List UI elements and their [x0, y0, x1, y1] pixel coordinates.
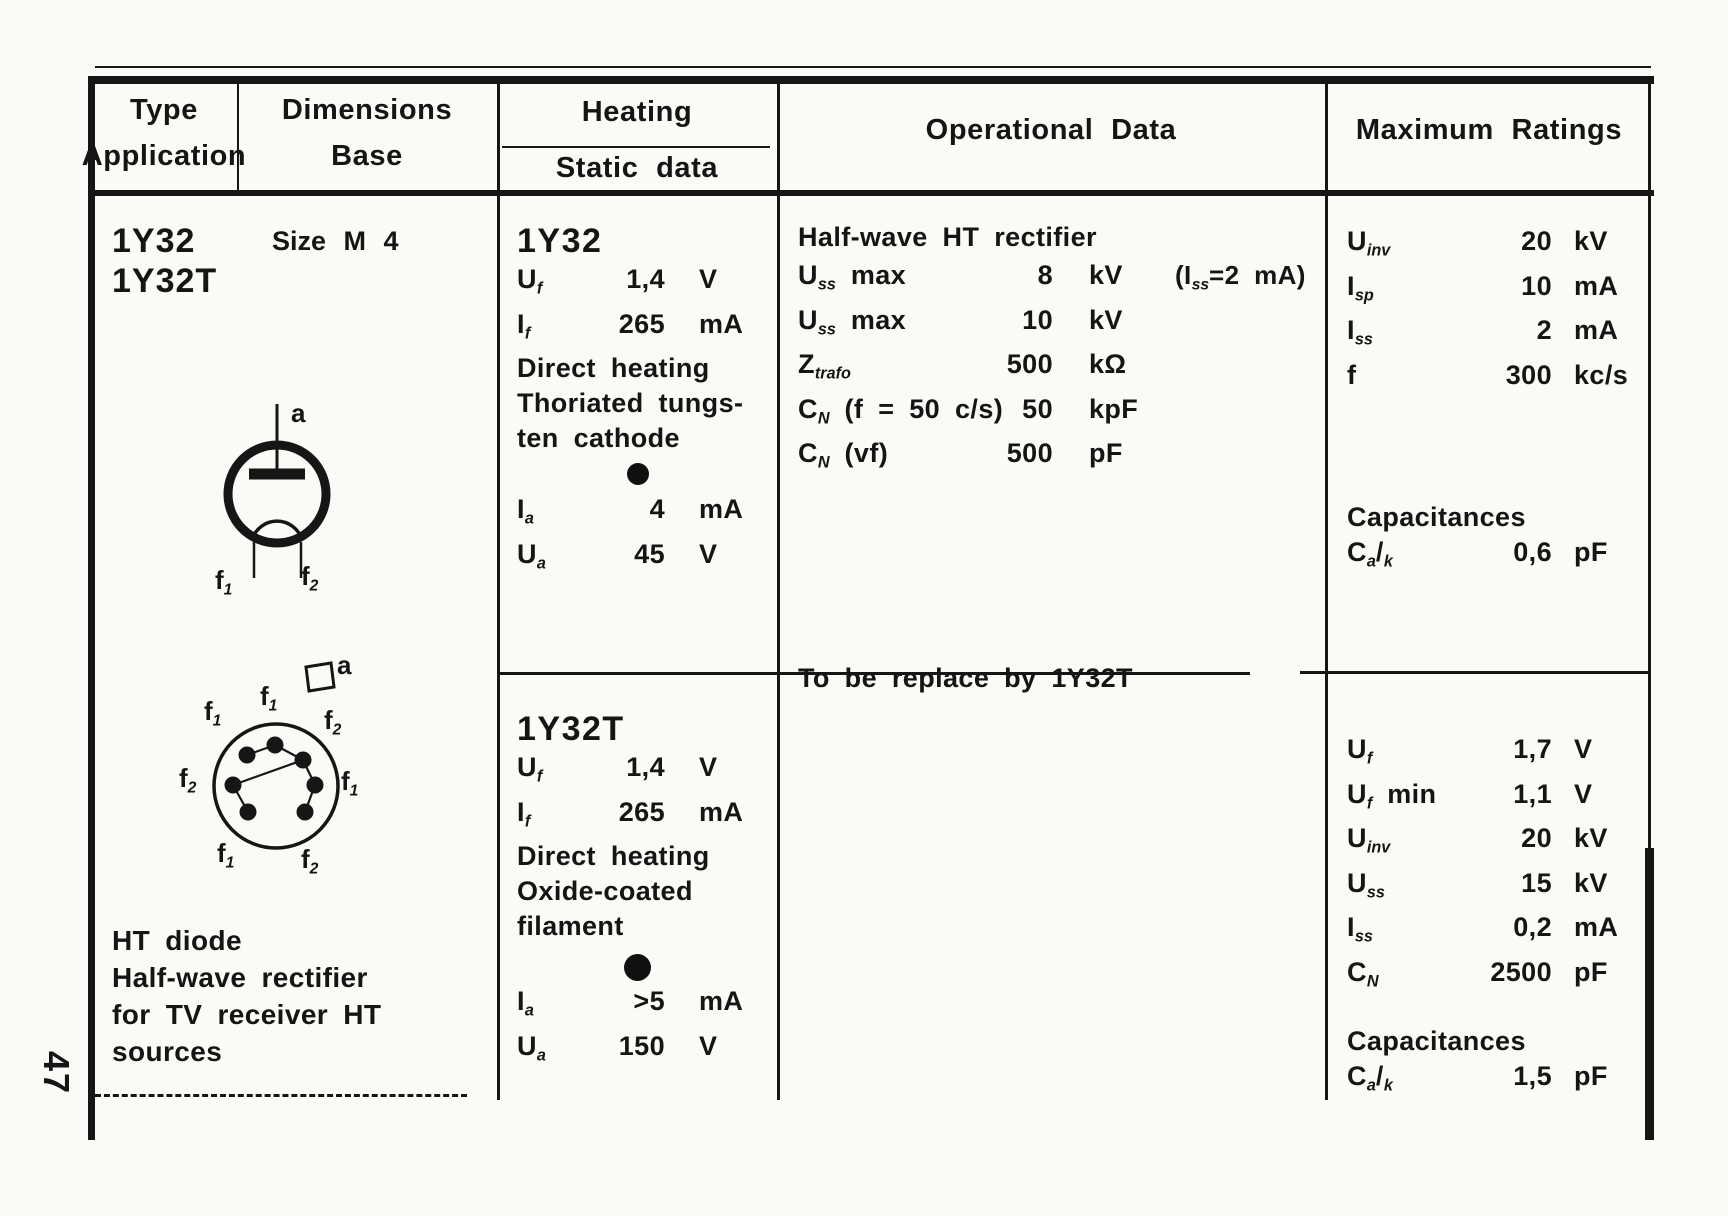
header-type: Type — [130, 94, 198, 126]
spec-row — [1347, 358, 1648, 393]
spec-label: $U_f$ — [517, 752, 543, 786]
spec-row — [517, 307, 777, 352]
spec-row — [1347, 269, 1648, 314]
header-application: Application — [81, 140, 247, 172]
spec-unit: V — [1574, 734, 1593, 764]
pin-label: $f_1$ — [260, 681, 278, 715]
operational-data-cell — [777, 190, 1325, 693]
spec-row — [517, 984, 777, 1029]
spec-label: $I_{ss}$ — [1347, 912, 1373, 946]
spec-row — [1347, 910, 1648, 955]
application-line: HT diode — [112, 925, 242, 956]
spec-unit: V — [699, 752, 718, 782]
spec-label: $I_a$ — [517, 986, 534, 1020]
spec-label: $I_f$ — [517, 796, 531, 830]
spec-line: ten cathode — [517, 423, 680, 453]
tube-type-heading: 1Y32T — [517, 710, 625, 748]
spec-label: $I_{ss}$ — [1347, 315, 1373, 349]
spec-unit: kV — [1089, 304, 1123, 335]
pin-label: $f_1$ — [215, 565, 233, 599]
pin-label: $f_2$ — [324, 705, 342, 739]
spec-value: 0,6 — [1513, 536, 1552, 567]
spec-value: 500 — [1006, 438, 1053, 468]
spec-label: $C_a/_k$ — [1347, 536, 1393, 570]
table-top-rule — [88, 76, 1654, 84]
spec-value: 15 — [1521, 867, 1552, 898]
spec-unit: V — [699, 538, 718, 569]
spec-label: f — [1347, 359, 1357, 390]
spec-label: $U_f$ min — [1347, 778, 1437, 812]
header-operational-data: Operational Data — [925, 114, 1177, 146]
spec-unit: V — [699, 1030, 718, 1061]
application-line: sources — [112, 1036, 223, 1067]
spec-row — [1347, 313, 1648, 358]
spec-row — [798, 347, 1325, 392]
spec-value: 45 — [634, 538, 665, 569]
spec-line: filament — [517, 911, 624, 941]
spec-label: $U_f$ — [1347, 734, 1373, 768]
pin-label: $f_2$ — [301, 844, 319, 878]
spec-unit: kΩ — [1089, 349, 1127, 379]
spec-value: 2500 — [1490, 956, 1552, 987]
spec-unit: kpF — [1089, 393, 1139, 424]
size-label: Size M 4 — [272, 226, 399, 256]
header-heating: Heating — [581, 96, 693, 128]
spec-line: Direct heating — [517, 353, 710, 383]
spec-value: 1,5 — [1513, 1061, 1552, 1091]
spec-unit: mA — [1574, 912, 1619, 942]
bottom-dashed-rule — [95, 1094, 467, 1097]
spec-row — [1347, 866, 1648, 911]
bullet-marker — [627, 463, 649, 485]
spec-label: $C_N$ — [1347, 956, 1379, 990]
replacement-note: To be replace by 1Y32T — [798, 662, 1133, 693]
spec-label: $U_{ss}$ max — [798, 304, 907, 338]
header-dimensions: Dimensions — [281, 94, 453, 126]
spec-unit: kV — [1574, 823, 1608, 853]
header-maximum-ratings: Maximum Ratings — [1355, 114, 1623, 146]
spec-label: $Z_{trafo}$ — [798, 349, 851, 383]
spec-row — [517, 492, 777, 537]
table-left-border — [88, 76, 95, 1140]
spec-row — [517, 262, 777, 307]
pin-label: $f_2$ — [179, 763, 197, 797]
base-pinout-diagram — [170, 650, 405, 865]
spec-label: $I_f$ — [517, 308, 531, 342]
spec-unit: mA — [1574, 315, 1619, 345]
anode-label: a — [337, 650, 352, 680]
spec-unit: kV — [1574, 226, 1608, 256]
anode-label: a — [291, 398, 306, 428]
spec-unit: pF — [1089, 438, 1123, 468]
spec-value: 2 — [1536, 315, 1552, 345]
spec-label: $U_{inv}$ — [1347, 226, 1391, 260]
spec-row — [1347, 224, 1648, 269]
spec-label: $U_{inv}$ — [1347, 823, 1391, 857]
page-number: 47 — [36, 1051, 77, 1096]
spec-unit: pF — [1574, 1061, 1608, 1091]
spec-row — [798, 258, 1325, 303]
spec-value: 300 — [1505, 359, 1552, 390]
spec-row — [798, 392, 1325, 437]
spec-unit: mA — [699, 986, 744, 1016]
spec-value: 10 — [1022, 304, 1053, 335]
spec-value: 1,1 — [1513, 778, 1552, 809]
spec-value: 20 — [1521, 226, 1552, 256]
spec-unit: pF — [1574, 956, 1608, 987]
application-line: Half-wave rectifier — [112, 962, 368, 993]
spec-label: $U_a$ — [517, 1030, 546, 1064]
spec-value: 4 — [649, 494, 665, 524]
spec-line: Thoriated tungs- — [517, 388, 744, 418]
spec-value: 0,2 — [1513, 912, 1552, 942]
spec-row — [1347, 821, 1648, 866]
spec-row — [517, 795, 777, 840]
key-square — [306, 663, 334, 691]
spec-label: $U_{ss}$ — [1347, 867, 1385, 901]
spec-unit: kV — [1574, 867, 1608, 898]
diode-symbol — [170, 390, 390, 600]
spec-unit: mA — [1574, 270, 1619, 301]
spec-value: 1,7 — [1513, 734, 1552, 764]
spec-note: ($I_{ss}=2$ mA) — [1175, 260, 1306, 294]
capacitances-heading: Capacitances — [1347, 501, 1526, 532]
spec-label: $I_{sp}$ — [1347, 270, 1374, 304]
spec-label: $I_a$ — [517, 494, 534, 528]
spec-line: Direct heating — [517, 841, 710, 871]
heating-cell-1y32 — [497, 190, 777, 672]
spec-line: Oxide-coated — [517, 876, 693, 906]
spec-row — [798, 303, 1325, 348]
spec-unit: kV — [1089, 260, 1123, 290]
spec-label: $C_N$ (f = 50 c/s) — [798, 393, 1004, 427]
capacitances-heading: Capacitances — [1347, 1026, 1526, 1056]
spec-row — [517, 1029, 777, 1074]
heating-subheader-rule — [502, 146, 770, 148]
tube-type-1: 1Y32 — [112, 222, 196, 260]
spec-label: $C_N$ (vf) — [798, 438, 889, 472]
pin-label: $f_1$ — [217, 838, 235, 872]
spec-unit: mA — [699, 308, 744, 339]
spec-label: $C_a/_k$ — [1347, 1061, 1393, 1095]
maximum-ratings-cell-1y32 — [1325, 190, 1650, 672]
spec-row — [517, 537, 777, 582]
spec-unit: mA — [699, 494, 744, 524]
spec-value: 1,4 — [626, 752, 665, 782]
spec-label: $U_a$ — [517, 538, 546, 572]
header-static-data: Static data — [555, 152, 719, 184]
spec-value: 8 — [1037, 260, 1053, 290]
spec-label: $U_{ss}$ max — [798, 260, 907, 294]
operational-heading: Half-wave HT rectifier — [798, 222, 1097, 252]
spec-label: $U_f$ — [517, 264, 543, 298]
bullet-marker — [624, 954, 651, 981]
spec-value: 10 — [1521, 270, 1552, 301]
pin-label: $f_1$ — [204, 696, 222, 730]
spec-unit: mA — [699, 796, 744, 827]
spec-unit: kc/s — [1574, 359, 1629, 390]
tube-type-2: 1Y32T — [112, 262, 218, 300]
spec-value: 20 — [1521, 823, 1552, 853]
spec-unit: V — [1574, 778, 1593, 809]
header-base: Base — [331, 140, 403, 172]
table-top-thin-rule — [95, 66, 1651, 68]
spec-row — [798, 436, 1325, 481]
spec-row — [1347, 1059, 1648, 1104]
spec-value: >5 — [633, 986, 665, 1016]
spec-row — [1347, 535, 1648, 580]
spec-unit: pF — [1574, 536, 1608, 567]
heating-cell-1y32t — [497, 672, 777, 1100]
spec-row — [1347, 955, 1648, 1000]
maximum-ratings-cell-1y32t — [1325, 672, 1650, 1100]
pin-label: $f_2$ — [301, 561, 319, 595]
pin-dots — [225, 737, 324, 821]
spec-value: 150 — [618, 1030, 665, 1061]
spec-value: 50 — [1022, 393, 1053, 424]
spec-row — [1347, 777, 1648, 822]
spec-value: 265 — [618, 796, 665, 827]
spec-value: 265 — [618, 308, 665, 339]
spec-row — [1347, 732, 1648, 777]
application-line: for TV receiver HT — [112, 999, 382, 1030]
spec-unit: V — [699, 264, 718, 294]
spec-value: 1,4 — [626, 264, 665, 294]
spec-row — [517, 750, 777, 795]
tube-type-heading: 1Y32 — [517, 222, 603, 260]
spec-value: 500 — [1006, 349, 1053, 379]
pin-label: $f_1$ — [341, 766, 359, 800]
